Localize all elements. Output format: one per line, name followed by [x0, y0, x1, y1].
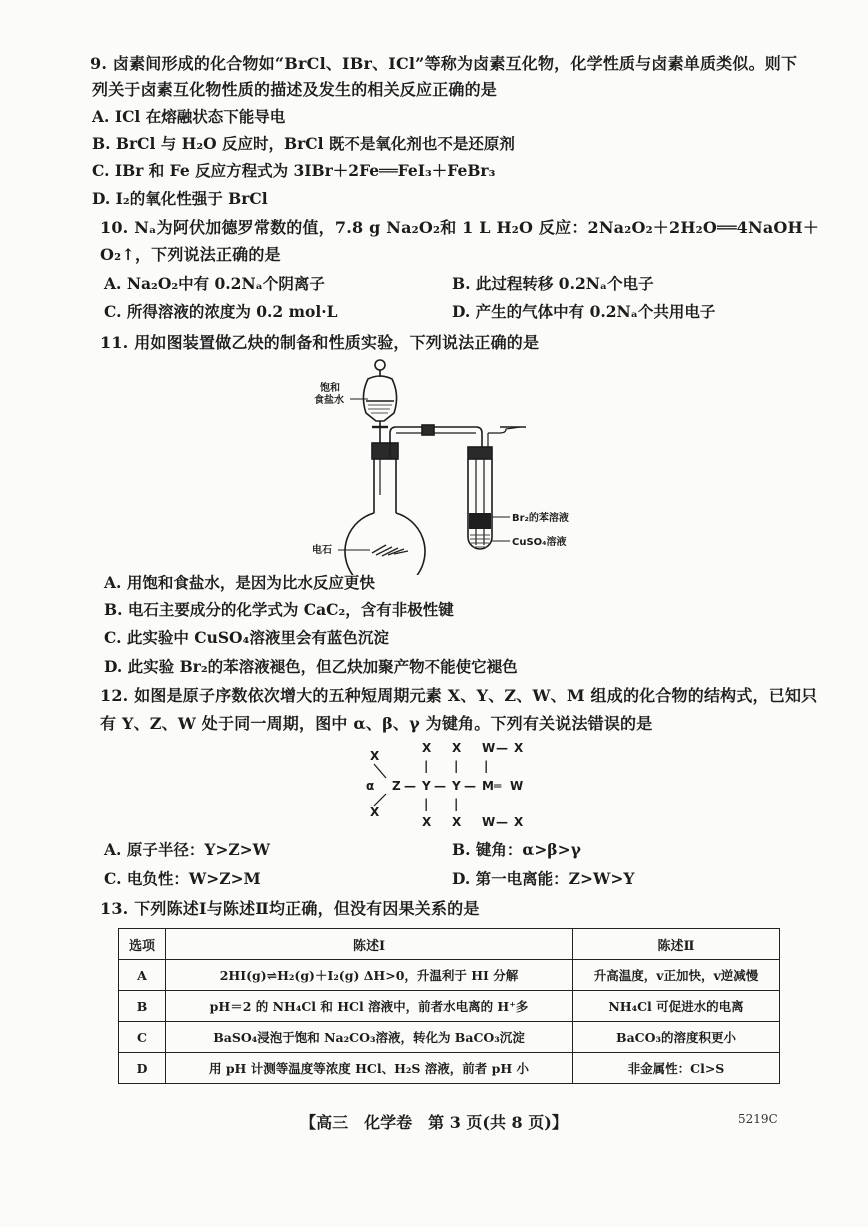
q10-stem-line1: 10. Nₐ为阿伏加德罗常数的值，7.8 g Na₂O₂和 1 L H₂O 反应：2Na₂O₂＋2H₂O══4NaOH＋: [100, 218, 820, 237]
cuso4-solution-label: CuSO₄溶液: [512, 537, 567, 548]
bond-vertical-top-1: |: [424, 759, 429, 773]
atom-x-top-2: X: [452, 741, 462, 755]
test-tube: [468, 447, 492, 549]
q9-option-a: A. ICl 在熔融状态下能导电: [92, 107, 286, 126]
table-cell-statement-1: 用 pH 计测等温度等浓度 HCl、H₂S 溶液，前者 pH 小: [166, 1053, 573, 1084]
funnel-label-line2: 食盐水: [314, 395, 344, 406]
bond-vertical-bottom-1: |: [424, 797, 429, 811]
table-cell-option: A: [119, 960, 166, 991]
table-cell-statement-1: 2HI(g)⇌H₂(g)＋I₂(g) ΔH>0，升温利于 HI 分解: [166, 960, 573, 991]
q9-stem-line2: 列关于卤素互化物性质的描述及发生的相关反应正确的是: [92, 80, 498, 99]
copper-sulfate-layer: [470, 535, 490, 547]
bond-vertical-top-2: |: [454, 759, 459, 773]
q9-option-d: D. I₂的氧化性强于 BrCl: [92, 189, 268, 208]
q10-option-a: A. Na₂O₂中有 0.2Nₐ个阴离子: [104, 274, 325, 293]
structural-formula: [360, 740, 560, 830]
table-cell-statement-2: BaCO₃的溶度积更小: [573, 1022, 780, 1053]
q11-option-c: C. 此实验中 CuSO₄溶液里会有蓝色沉淀: [104, 628, 389, 647]
atom-x-upper-left: X: [370, 749, 380, 763]
q11-option-b: B. 电石主要成分的化学式为 CaC₂，含有非极性键: [104, 600, 454, 619]
q12-option-a: A. 原子半径：Y>Z>W: [104, 840, 271, 859]
bond-x-z-upper: [374, 764, 386, 778]
q13-table: [118, 928, 780, 1084]
atom-z: Z: [392, 779, 401, 793]
bond-vertical-m-top: |: [484, 759, 489, 773]
q13-stem: 13. 下列陈述Ⅰ与陈述Ⅱ均正确，但没有因果关系的是: [100, 899, 480, 918]
bond-w-x-top: —: [496, 741, 508, 755]
bond-w-x-bottom: —: [496, 815, 508, 829]
bond-m-w-double: ═: [494, 779, 502, 793]
table-cell-option: C: [119, 1022, 166, 1053]
table-row: [119, 1053, 780, 1084]
q11-stem: 11. 用如图装置做乙炔的制备和性质实验，下列说法正确的是: [100, 333, 540, 352]
atom-w-top: W: [482, 741, 496, 755]
q9-option-b: B. BrCl 与 H₂O 反应时，BrCl 既不是氧化剂也不是还原剂: [92, 134, 515, 153]
atom-x-top-1: X: [422, 741, 432, 755]
table-header-option: 选项: [119, 929, 166, 960]
q12-stem-line1: 12. 如图是原子序数依次增大的五种短周期元素 X、Y、Z、W、M 组成的化合物的结构式，已知只: [100, 686, 818, 705]
q12-option-b: B. 键角：α>β>γ: [452, 840, 581, 859]
table-cell-statement-2: 非金属性：Cl>S: [573, 1053, 780, 1084]
table-header-statement-1: 陈述Ⅰ: [166, 929, 573, 960]
calcium-carbide-solid: [372, 545, 408, 556]
atom-m: M: [482, 779, 494, 793]
table-cell-statement-2: NH₄Cl 可促进水的电离: [573, 991, 780, 1022]
bromine-solution-label: Br₂的苯溶液: [512, 513, 569, 524]
bond-y-m: —: [464, 779, 476, 793]
atom-x-top-right: X: [514, 741, 524, 755]
q12-stem-line2: 有 Y、Z、W 处于同一周期，图中 α、β、γ 为键角。下列有关说法错误的是: [100, 714, 653, 733]
atom-w-right: W: [510, 779, 524, 793]
q10-option-b: B. 此过程转移 0.2Nₐ个电子: [452, 274, 654, 293]
table-header-statement-2: 陈述Ⅱ: [573, 929, 780, 960]
q12-option-d: D. 第一电离能：Z>W>Y: [452, 869, 635, 888]
table-cell-statement-1: BaSO₄浸泡于饱和 Na₂CO₃溶液，转化为 BaCO₃沉淀: [166, 1022, 573, 1053]
table-cell-statement-1: pH＝2 的 NH₄Cl 和 HCl 溶液中，前者水电离的 H⁺多: [166, 991, 573, 1022]
q9-option-c: C. IBr 和 Fe 反应方程式为 3IBr＋2Fe══FeI₃＋FeBr₃: [92, 161, 496, 180]
table-row: [119, 991, 780, 1022]
table-cell-option: B: [119, 991, 166, 1022]
atom-y-2: Y: [452, 779, 461, 793]
bond-y-y: —: [434, 779, 446, 793]
delivery-tube: [390, 425, 526, 455]
bond-vertical-bottom-2: |: [454, 797, 459, 811]
atom-x-bottom-1: X: [422, 815, 432, 829]
separatory-funnel: [363, 360, 396, 447]
bromine-benzene-layer: [469, 513, 491, 529]
angle-alpha-label: α: [366, 779, 375, 793]
q9-stem-line1: 9. 卤素间形成的化合物如“BrCl、IBr、ICl”等称为卤素互化物，化学性质与卤素单质类似。则下: [90, 54, 798, 73]
bond-x-z-lower: [374, 794, 386, 806]
q10-option-d: D. 产生的气体中有 0.2Nₐ个共用电子: [452, 302, 716, 321]
page-footer: 【高三 化学卷 第 3 页(共 8 页)】: [300, 1113, 568, 1132]
atom-y-1: Y: [422, 779, 431, 793]
bond-z-y: —: [404, 779, 416, 793]
q10-option-c: C. 所得溶液的浓度为 0.2 mol·L: [104, 302, 338, 321]
table-header-row: [119, 929, 780, 960]
atom-w-bottom: W: [482, 815, 496, 829]
table-row: [119, 960, 780, 991]
table-row: [119, 1022, 780, 1053]
funnel-label-line1: 饱和: [320, 383, 340, 394]
atom-x-bottom-right: X: [514, 815, 524, 829]
acetylene-apparatus-figure: [300, 355, 600, 575]
table-cell-statement-2: 升高温度，v正加快，v逆减慢: [573, 960, 780, 991]
page-code: 5219C: [738, 1112, 778, 1126]
q11-option-a: A. 用饱和食盐水，是因为比水反应更快: [104, 573, 375, 592]
table-cell-option: D: [119, 1053, 166, 1084]
funnel-liquid-hatch: [368, 405, 392, 413]
carbide-label: 电石: [312, 545, 332, 556]
q12-option-c: C. 电负性：W>Z>M: [104, 869, 261, 888]
atom-x-bottom-2: X: [452, 815, 462, 829]
q11-option-d: D. 此实验 Br₂的苯溶液褪色，但乙炔加聚产物不能使它褪色: [104, 657, 518, 676]
q10-stem-line2: O₂↑，下列说法正确的是: [100, 245, 281, 264]
atom-x-lower-left: X: [370, 805, 380, 819]
